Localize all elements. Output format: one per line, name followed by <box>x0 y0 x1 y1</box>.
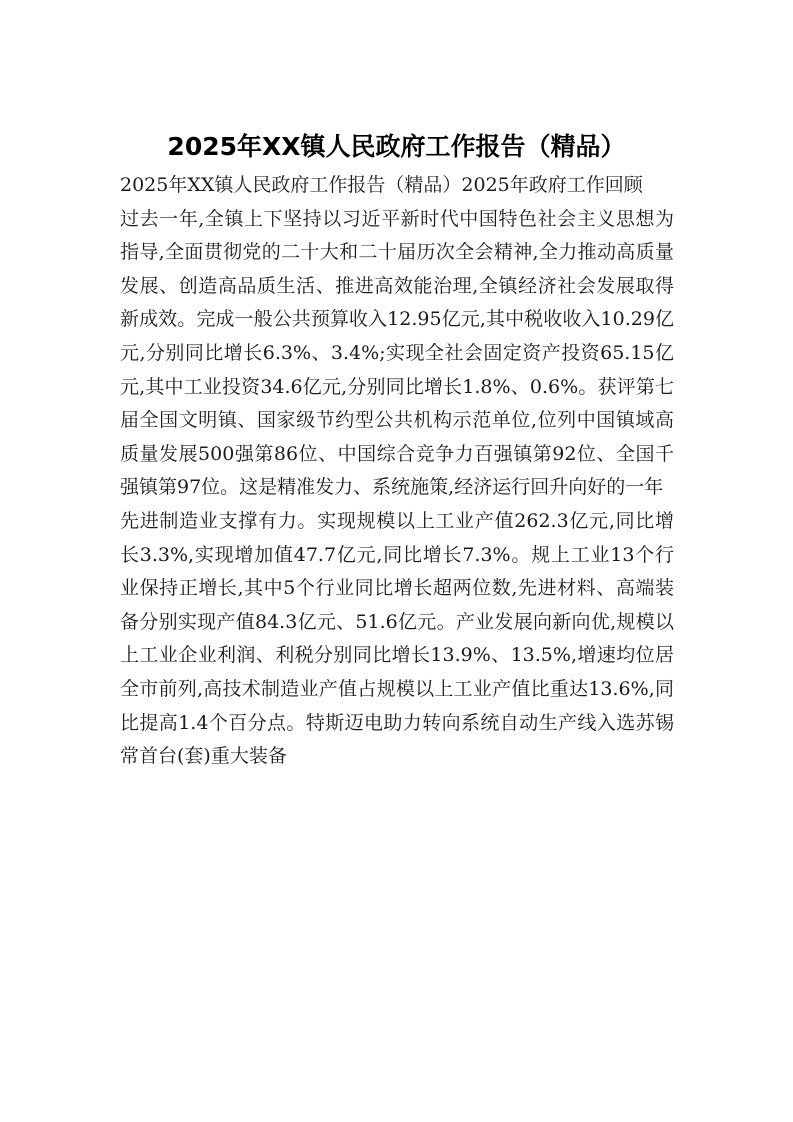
paragraph-intro: 2025年XX镇人民政府工作报告（精品）2025年政府工作回顾 <box>120 174 643 196</box>
document-title: 2025年XX镇人民政府工作报告（精品） <box>167 132 626 161</box>
document-body <box>120 169 674 774</box>
paragraph-manufacturing: 先进制造业支撑有力。实现规模以上工业产值262.3亿元,同比增长3.3%,实现增加值47.7亿元,同比增长7.3%。规上工业13个行业保持正增长,其中5个行业同比增长超两位数,先进材料、高端装备分别实现产值84.3亿元、51.6亿元。产业发展向新向优,规模以上工业企业利润、利税分别同比增长13.9%、13.5%,增速均位居全市前列,高技术制造业产值占规模以上工业产值比重达13.6%,同比提高1.4个百分点。特斯迈电助力转向系统自动生产线入选苏锡常首台(套)重大装备 <box>120 509 674 768</box>
paragraph-review: 过去一年,全镇上下坚持以习近平新时代中国特色社会主义思想为指导,全面贯彻党的二十大和二十届历次全会精神,全力推动高质量发展、创造高品质生活、推进高效能治理,全镇经济社会发展取得新成效。完成一般公共预算收入12.95亿元,其中税收收入10.29亿元,分别同比增长6.3%、3.4%;实现全社会固定资产投资65.15亿元,其中工业投资34.6亿元,分别同比增长1.8%、0.6%。获评第七届全国文明镇、国家级节约型公共机构示范单位,位列中国镇域高质量发展500强第86位、中国综合竞争力百强镇第92位、全国千强镇第97位。这是精准发力、系统施策,经济运行回升向好的一年 <box>120 207 674 499</box>
